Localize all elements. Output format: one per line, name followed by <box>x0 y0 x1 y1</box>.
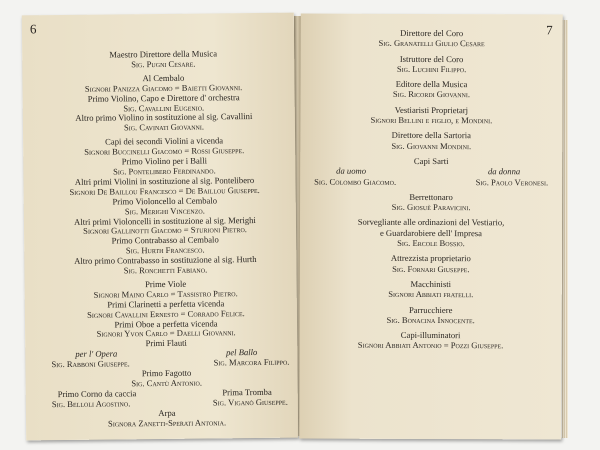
tromba-name: Sig. Viganò Giuseppe. <box>212 396 288 408</box>
text-line: Signori Abbiati Antonio = Pozzi Giuseppe. <box>357 340 504 351</box>
text-line: Altro primo Contrabasso in sostituzione al sig. Hurth <box>74 254 257 267</box>
text-line: Sig. Cavinati Giovanni. <box>123 121 205 133</box>
text-line: Attrezzista proprietario <box>390 253 471 264</box>
text-line: Signori Maino Carlo = Tassistro Pietro. <box>93 288 238 300</box>
flauti-opera-heading: per l' Opera <box>75 348 118 360</box>
text-line: Direttore della Sartoria <box>391 130 471 141</box>
text-line: Sig. Giovanni Mondini. <box>391 140 472 151</box>
text-line: Signora Zanetti-Sperati Antonia. <box>107 416 227 429</box>
text-line: Parrucchiere <box>408 304 453 315</box>
flauti-ballo-name: Sig. Marcora Filippo. <box>213 356 290 368</box>
corno-heading: Primo Corno da caccia <box>57 388 137 399</box>
text-line: Editore della Musica <box>395 79 468 90</box>
text-line: Sig. Ronchetti Fabiano. <box>123 264 208 276</box>
text-line: Sig. Cantù Antonio. <box>131 377 203 389</box>
text-line: Primo Contrabasso al Cembalo <box>111 234 219 246</box>
corno-name: Sig. Belloli Agostino. <box>51 398 131 409</box>
text-line: Al Cembalo <box>142 72 185 83</box>
text-line: Sig. Merighi Vincenzo. <box>124 205 205 216</box>
text-line: Sig. Cavallini Eugenio. <box>123 102 205 113</box>
text-line: Signori Panizza Giacomo = Baietti Giovanni. <box>84 81 243 94</box>
text-line: Signori Bellini e figlio, e Mondini. <box>370 114 493 126</box>
left-page <box>22 13 298 441</box>
text-line: Sig. Bonacina Innocente. <box>386 314 475 325</box>
sarti-donna-heading: da donna <box>487 166 521 177</box>
text-line: Signori Cavallini Ernesto = Corrado Felice. <box>87 307 245 320</box>
text-line: Primo Violino per i Balli <box>121 155 207 167</box>
left-page-text <box>22 49 298 430</box>
text-line: Maestro Direttore della Musica <box>109 48 218 60</box>
text-line: Primi Flauti <box>145 338 187 349</box>
text-line: Primo Fagotto <box>141 367 192 379</box>
text-line: Sig. Luchini Filippo. <box>396 63 467 75</box>
text-line: Primi Clarinetti a perfetta vicenda <box>107 298 225 310</box>
text-line: Direttore del Coro <box>400 27 464 39</box>
tromba-heading: Prima Tromba <box>222 386 272 398</box>
right-page <box>299 14 562 440</box>
text-line: Sig. Pontelibero Ferdinando. <box>113 165 216 177</box>
text-line: Sig. Fornari Giuseppe. <box>392 263 470 274</box>
sarti-donna-name: Sig. Paolo Veronesi. <box>475 176 549 187</box>
text-line: Altri primi Violini in sostituzione al sig. Pontelibero <box>74 174 255 187</box>
left-page-number: 6 <box>29 21 37 37</box>
text-line: Altri primi Violoncelli in sostituzione al sig. Merighi <box>74 214 256 227</box>
text-line: Macchinisti <box>410 278 452 290</box>
text-line: Arpa <box>158 407 176 418</box>
page-edges <box>562 20 568 438</box>
text-line: Sig. Granatelli Giulio Cesare <box>378 38 485 49</box>
text-line: Berrettonaro <box>409 191 453 202</box>
right-page-number: 7 <box>546 22 553 38</box>
open-book <box>16 6 588 444</box>
text-line: Sig. Ercole Bossio. <box>397 237 465 249</box>
text-line: Primo Violino, Capo e Direttore d' orchestra <box>87 91 240 104</box>
text-line: Capi Sarti <box>413 155 449 167</box>
sarti-uomo-name: Sig. Colombo Giacomo. <box>314 176 397 187</box>
right-page-text <box>300 28 563 352</box>
text-line: Capi-illuminatori <box>400 330 461 341</box>
text-line: Signori Gallinotti Giacomo = Sturioni Pietro. <box>83 224 247 237</box>
text-line: Sig. Giosuè Paravicini. <box>391 202 471 213</box>
text-line: Prime Viole <box>144 278 187 290</box>
text-line: Signori Buccinelli Giacomo = Rossi Giuseppe. <box>84 145 245 157</box>
text-line: Istruttore del Coro <box>399 53 464 64</box>
text-line: Sorvegliante alle ordinazioni del Vestiario, <box>357 217 505 228</box>
sarti-uomo-heading: da uomo <box>336 165 367 177</box>
flauti-ballo-heading: pel Ballo <box>225 347 258 358</box>
text-line: Vestiaristi Proprietarj <box>394 104 469 115</box>
text-line: Signori Yvon Carlo = Daelli Giovanni. <box>96 327 236 340</box>
text-line: Sig. Pugni Cesare. <box>131 58 196 70</box>
text-line: Primi Oboe a perfetta vicenda <box>114 317 218 330</box>
sarti-names <box>306 176 556 187</box>
text-line: Signori De Baillou Francesco = De Baillou Giuseppe. <box>69 184 260 197</box>
text-line: Sig. Ricordi Giovanni. <box>392 89 471 100</box>
text-line: Altro primo Violino in sostituzione al sig. Cavallini <box>75 111 253 124</box>
text-line: e Guardarobiere dell' Impresa <box>379 227 482 238</box>
text-line: Capi dei secondi Violini a vicenda <box>105 135 224 147</box>
text-line: Primo Violoncello al Cembalo <box>112 195 218 207</box>
flauti-opera-name: Sig. Rabboni Giuseppe. <box>51 358 130 370</box>
text-line: Sig. Hurth Francesco. <box>125 244 205 256</box>
text-line: Signori Abbiati fratelli. <box>388 289 474 300</box>
